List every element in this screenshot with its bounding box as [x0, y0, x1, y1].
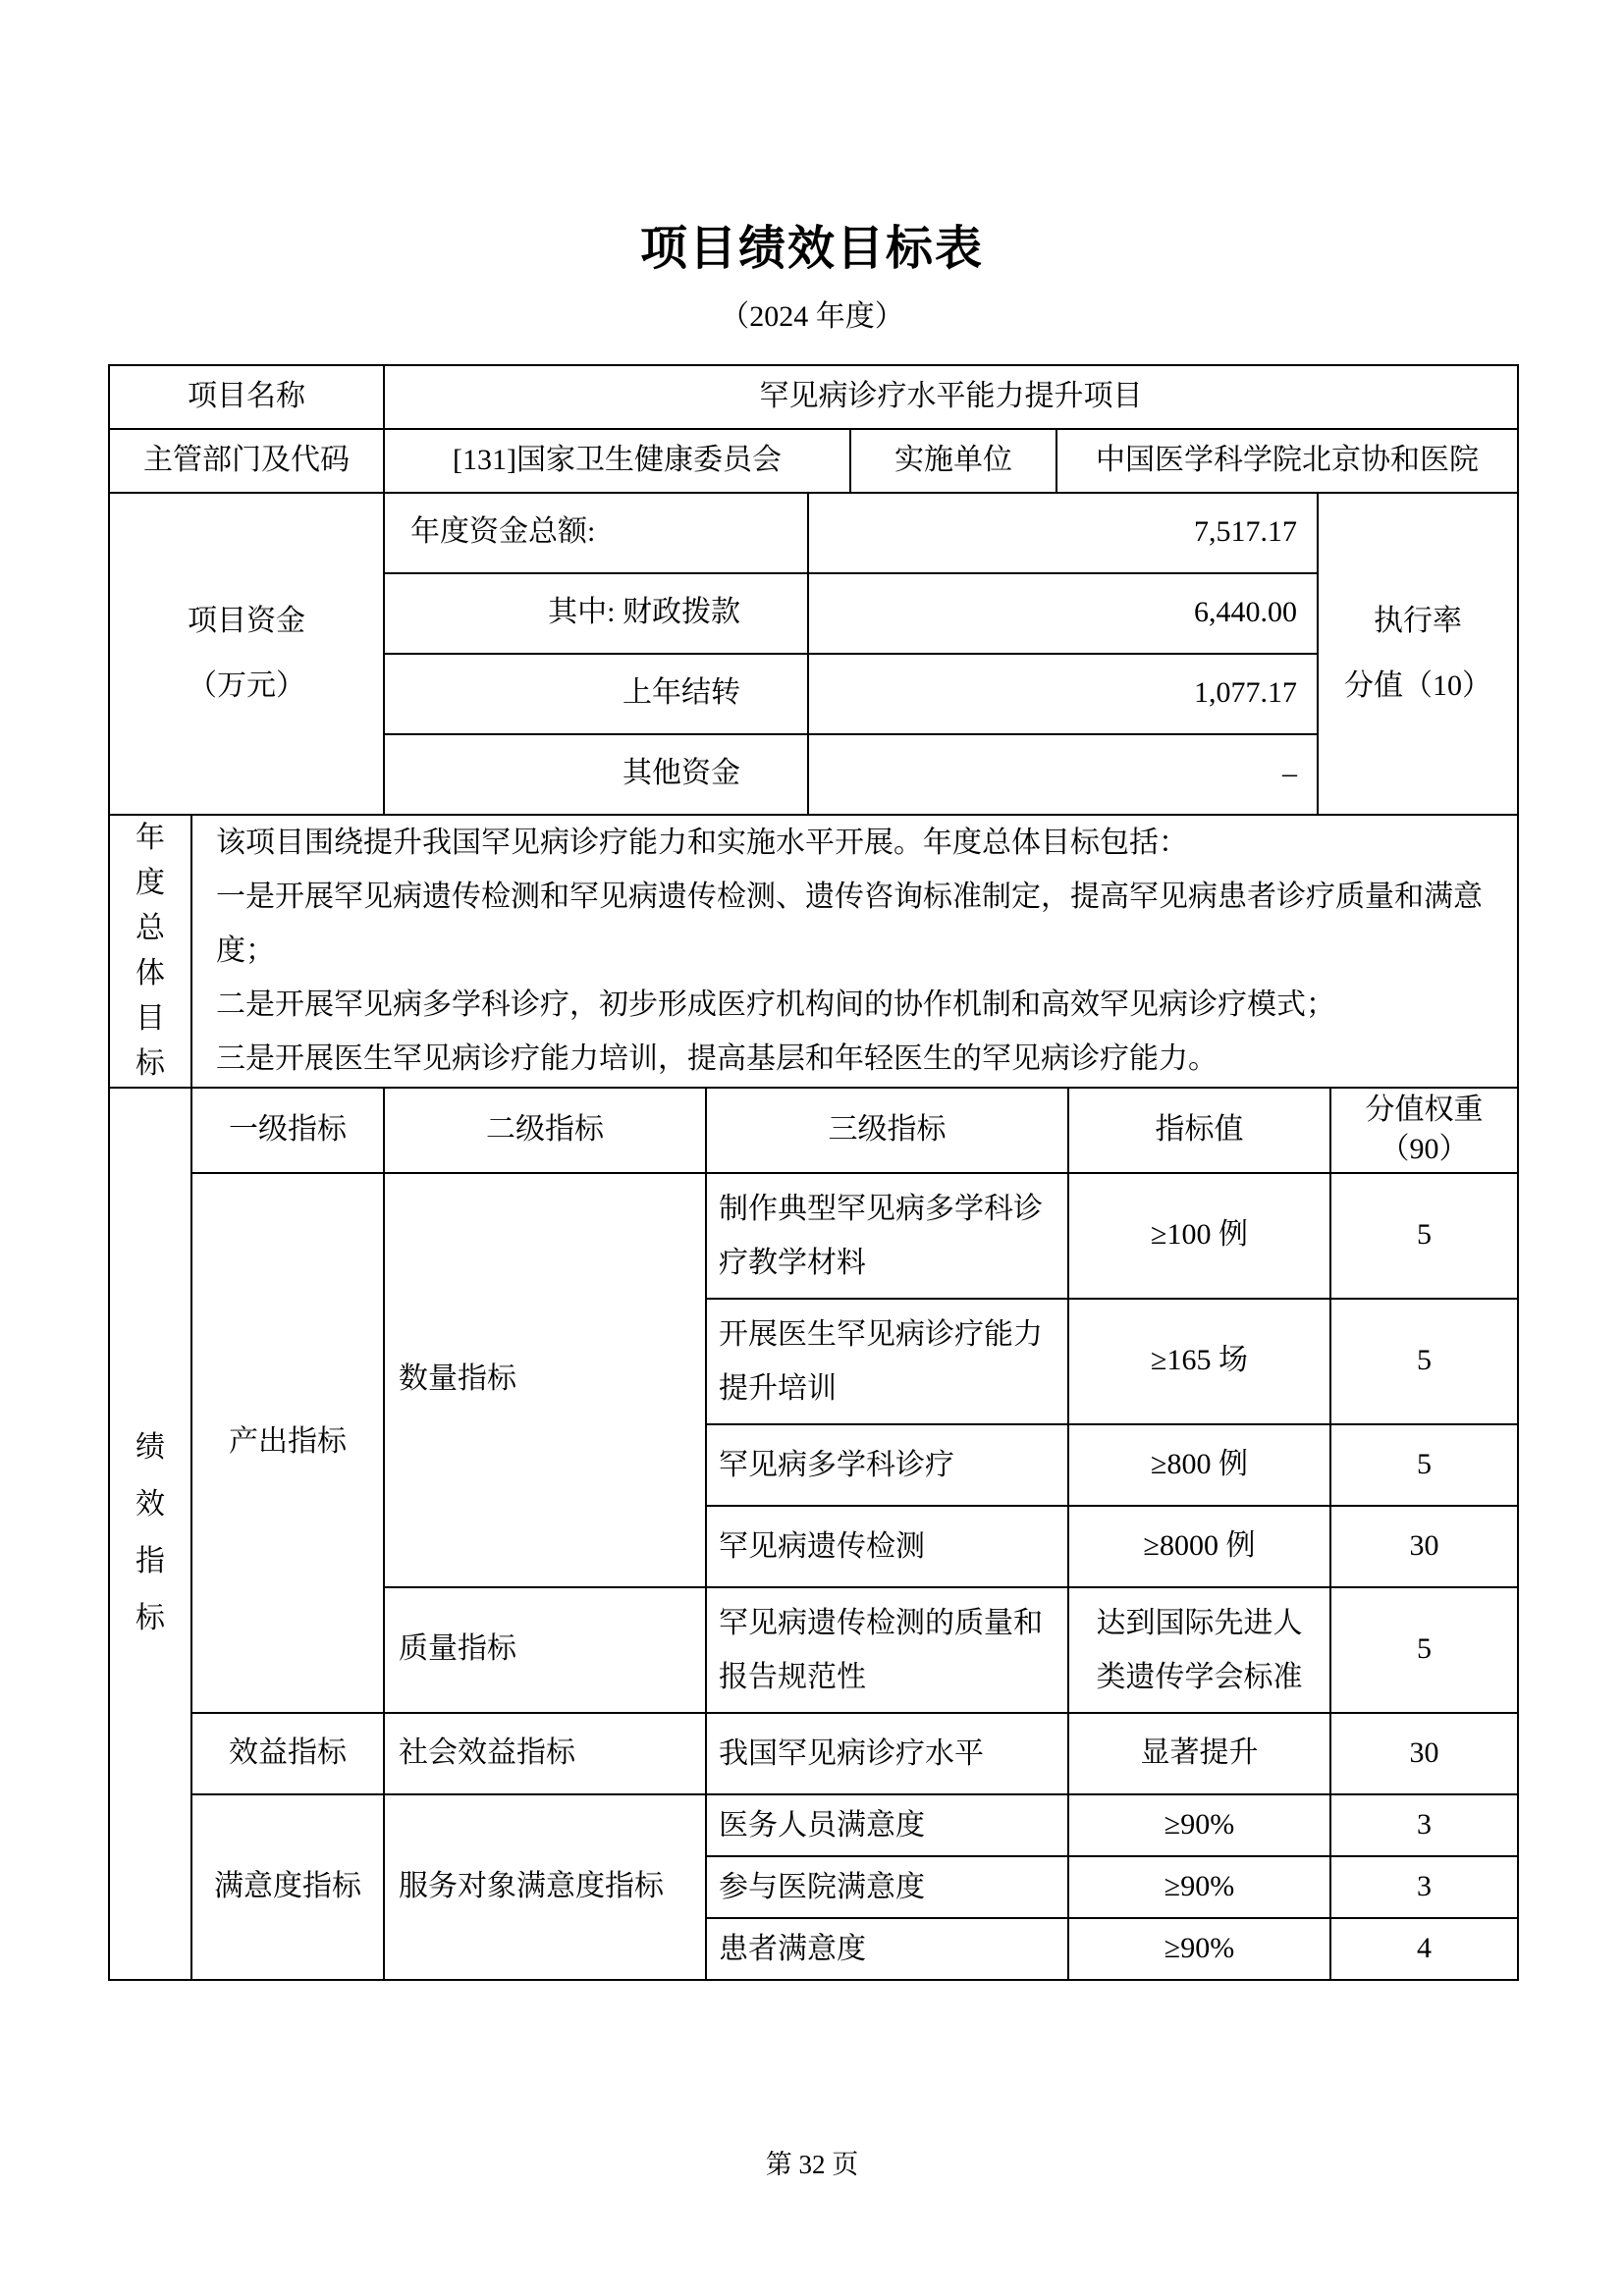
funding-carryover-value: 1,077.17 — [808, 654, 1318, 734]
funding-carryover-label: 上年结转 — [384, 654, 808, 734]
funding-row-total — [109, 493, 1518, 573]
indicator-l3: 参与医院满意度 — [706, 1856, 1068, 1918]
indicator-weight: 5 — [1330, 1173, 1518, 1299]
indicator-value: ≥100 例 — [1068, 1173, 1330, 1299]
department-value: [131]国家卫生健康委员会 — [384, 429, 850, 493]
funding-label-line2: （万元） — [188, 668, 305, 702]
goal-line-4: 三是开展医生罕见病诊疗能力培训，提高基层和年轻医生的罕见病诊疗能力。 — [216, 1042, 1218, 1076]
indicator-l3: 罕见病多学科诊疗 — [706, 1424, 1068, 1506]
page-subtitle: （2024 年度） — [720, 299, 904, 333]
info-table — [108, 364, 1519, 494]
group-service-satisfaction: 服务对象满意度指标 — [384, 1794, 706, 1980]
group-satisfaction: 满意度指标 — [191, 1794, 384, 1980]
indicator-value: 显著提升 — [1068, 1713, 1330, 1794]
project-name-row — [109, 365, 1518, 429]
indicator-value: ≥8000 例 — [1068, 1506, 1330, 1587]
indicator-weight: 30 — [1330, 1713, 1518, 1794]
indicator-value: ≥90% — [1068, 1794, 1330, 1856]
indicator-weight: 4 — [1330, 1918, 1518, 1980]
annual-goal-side-label-cell — [109, 815, 191, 1088]
indicator-value: ≥90% — [1068, 1856, 1330, 1918]
indicator-value: 达到国际先进人类遗传学会标准 — [1068, 1587, 1330, 1713]
indicator-row-6 — [109, 1713, 1518, 1794]
funding-total-label: 年度资金总额: — [384, 493, 808, 573]
indicator-weight: 5 — [1330, 1424, 1518, 1506]
header-weight-line1: 分值权重 — [1365, 1094, 1484, 1127]
indicator-l3: 我国罕见病诊疗水平 — [706, 1713, 1068, 1794]
annual-goal-table — [108, 814, 1519, 1089]
group-output: 产出指标 — [191, 1173, 384, 1713]
annual-goal-row — [109, 815, 1518, 1088]
goal-line-3: 二是开展罕见病多学科诊疗，初步形成医疗机构间的协作机制和高效罕见病诊疗模式； — [216, 988, 1335, 1022]
execution-rate-cell — [1318, 493, 1518, 815]
indicator-l3: 罕见病遗传检测 — [706, 1506, 1068, 1587]
funding-other-value: – — [808, 734, 1318, 815]
department-row — [109, 429, 1518, 493]
indicator-weight: 3 — [1330, 1856, 1518, 1918]
goal-line-1: 该项目围绕提升我国罕见病诊疗能力和实施水平开展。年度总体目标包括： — [216, 827, 1188, 860]
execution-rate-line1: 执行率 — [1374, 604, 1462, 637]
funding-other-label: 其他资金 — [384, 734, 808, 815]
indicator-weight: 30 — [1330, 1506, 1518, 1587]
funding-section-label — [109, 493, 384, 815]
indicators-header-row — [109, 1088, 1518, 1173]
header-value: 指标值 — [1068, 1088, 1330, 1173]
indicators-side-label: 绩效指标 — [135, 1431, 165, 1635]
indicator-weight: 3 — [1330, 1794, 1518, 1856]
header-weight-line2: （90） — [1380, 1133, 1469, 1166]
funding-table — [108, 492, 1519, 816]
header-weight — [1330, 1088, 1518, 1173]
group-quality: 质量指标 — [384, 1587, 706, 1713]
group-benefit: 效益指标 — [191, 1713, 384, 1794]
group-social-benefit: 社会效益指标 — [384, 1713, 706, 1794]
indicator-row-1 — [109, 1173, 1518, 1299]
group-quantity: 数量指标 — [384, 1173, 706, 1587]
page-number: 第 32 页 — [765, 2149, 859, 2179]
page-title: 项目绩效目标表 — [639, 223, 984, 275]
funding-fiscal-label: 其中: 财政拨款 — [384, 573, 808, 654]
indicator-value: ≥90% — [1068, 1918, 1330, 1980]
header-level1: 一级指标 — [191, 1088, 384, 1173]
annual-goal-text-cell — [191, 815, 1518, 1088]
indicators-table — [108, 1087, 1519, 1981]
indicator-l3: 患者满意度 — [706, 1918, 1068, 1980]
indicator-l3: 医务人员满意度 — [706, 1794, 1068, 1856]
indicator-weight: 5 — [1330, 1299, 1518, 1424]
impl-unit-value: 中国医学科学院北京协和医院 — [1056, 429, 1518, 493]
indicators-side-label-cell — [109, 1088, 191, 1980]
department-label: 主管部门及代码 — [109, 429, 384, 493]
header-level2: 二级指标 — [384, 1088, 706, 1173]
impl-unit-label: 实施单位 — [850, 429, 1056, 493]
project-name-label: 项目名称 — [109, 365, 384, 429]
goal-line-2: 一是开展罕见病遗传检测和罕见病遗传检测、遗传咨询标准制定，提高罕见病患者诊疗质量和满意度； — [216, 881, 1483, 968]
indicator-l3: 罕见病遗传检测的质量和报告规范性 — [706, 1587, 1068, 1713]
annual-goal-side-label: 年度总体目标 — [135, 821, 165, 1080]
indicator-l3: 开展医生罕见病诊疗能力提升培训 — [706, 1299, 1068, 1424]
header-level3: 三级指标 — [706, 1088, 1068, 1173]
funding-fiscal-value: 6,440.00 — [808, 573, 1318, 654]
funding-label-line1: 项目资金 — [188, 604, 305, 637]
project-name-value: 罕见病诊疗水平能力提升项目 — [384, 365, 1518, 429]
indicator-value: ≥800 例 — [1068, 1424, 1330, 1506]
indicator-value: ≥165 场 — [1068, 1299, 1330, 1424]
indicator-row-7 — [109, 1794, 1518, 1856]
execution-rate-line2: 分值（10） — [1344, 668, 1491, 702]
funding-total-value: 7,517.17 — [808, 493, 1318, 573]
indicator-weight: 5 — [1330, 1587, 1518, 1713]
indicator-l3: 制作典型罕见病多学科诊疗教学材料 — [706, 1173, 1068, 1299]
